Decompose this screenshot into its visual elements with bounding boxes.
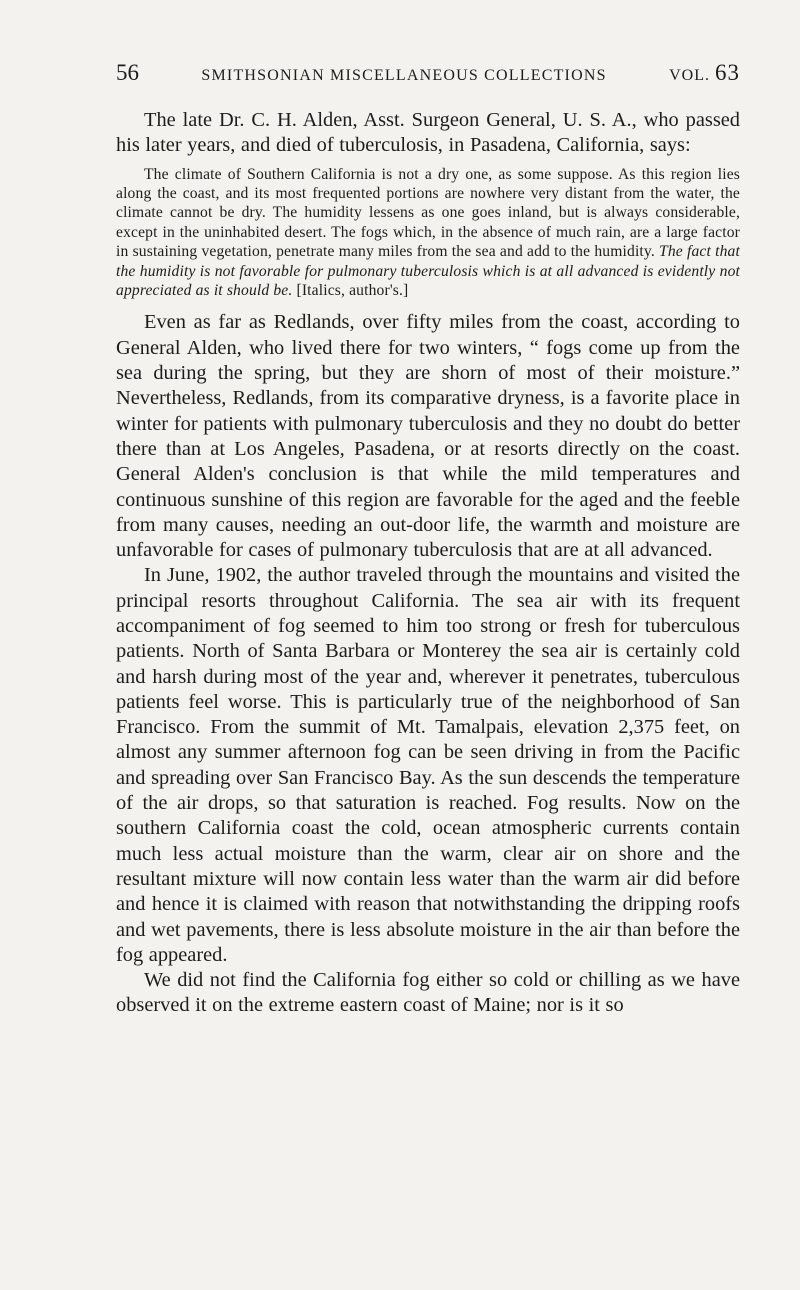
paragraph-redlands: Even as far as Redlands, over fifty miles from the coast, according to General Alden, who lived there for two winters, “ fogs come up from the sea during the spring, but they are shorn of most of their moisture.” Nevertheless, Redlands, from its comparative dryness, is a favorite place in winter for patients with pulmonary tuberculosis and they no doubt do better there than at Los Angeles, Pasadena, or at resorts directly on the coast. General Alden's conclusion is that while the mild temperatures and continuous sunshine of this region are favorable for the aged and the feeble from many causes, needing an out-door life, the warmth and moisture are unfavorable for cases of pulmonary tuberculosis that are at all advanced. — [116, 311, 740, 562]
page-number: 56 — [116, 60, 139, 85]
paragraph-june-1902: In June, 1902, the author traveled through the mountains and visited the principal resorts throughout California. The sea air with its frequent accompaniment of fog seemed to him too strong or fresh for tuberculous patients. North of Santa Barbara or Monterey the sea air is certainly cold and harsh during most of the year and, wherever it penetrates, tuberculous patients feel worse. This is particularly true of the neighborhood of San Francisco. From the summit of Mt. Tamalpais, elevation 2,375 feet, on almost any summer afternoon fog can be seen driving in from the Pacific and spreading over San Francisco Bay. As the sun descends the temperature of the air drops, so that saturation is reached. Fog results. Now on the southern California coast the cold, ocean atmospheric currents contain much less actual moisture than the warm, clear air on shore and the resultant mixture will now contain less water than the warm air did before and hence it is claimed with reason that notwithstanding the dripping roofs and wet pavements, there is less absolute moisture in the air than before the fog appeared. — [116, 564, 740, 966]
volume-prefix: VOL. — [669, 67, 710, 84]
quote-plain-text: The climate of Southern California is not a dry one, as some suppose. As this region lies along the coast, and its most frequented portions are nowhere very distant from the water, the climate cannot be dry. The humidity lessens as one goes inland, but is always considerable, except in the uninhabited desert. The fogs which, in the absence of much rain, are a large factor in sustaining vegetation, penetrate many miles from the sea and add to the humidity. — [116, 165, 740, 261]
volume-label — [669, 60, 740, 86]
volume-number: 63 — [715, 60, 740, 85]
block-quote — [116, 165, 740, 301]
running-head — [116, 60, 740, 90]
quote-italic-text: The fact that the humidity is not favorable for pulmonary tuberculosis which is at all advanced is evidently not appreciated as it should be. — [116, 243, 740, 300]
body-text — [116, 108, 740, 1019]
series-title: SMITHSONIAN MISCELLANEOUS COLLECTIONS — [201, 67, 607, 84]
paragraph-maine-fog: We did not find the California fog either so cold or chilling as we have observed it on the extreme eastern coast of Maine; nor is it so — [116, 969, 740, 1017]
intro-paragraph: The late Dr. C. H. Alden, Asst. Surgeon General, U. S. A., who passed his later years, and died of tuberculosis, in Pasadena, California, says: — [116, 109, 740, 157]
quote-note: [Italics, author's.] — [296, 282, 409, 300]
